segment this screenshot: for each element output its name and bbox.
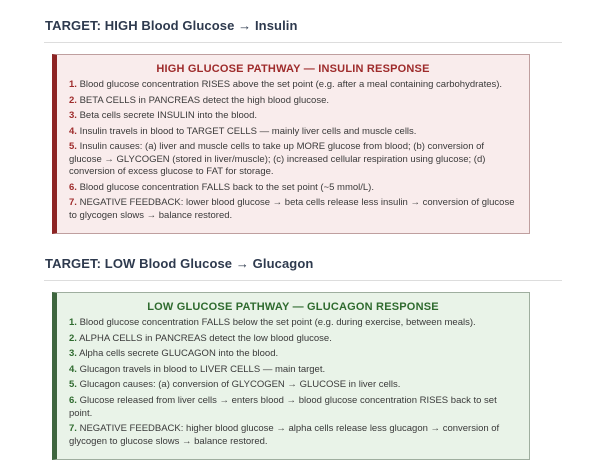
item-text: Blood glucose concentration FALLS below the set point (e.g. during exercise, between meals). [79, 317, 476, 329]
item-number: 4. [69, 363, 77, 375]
list-item [69, 423, 517, 448]
item-text: ALPHA CELLS in PANCREAS detect the low blood glucose. [79, 332, 332, 344]
item-text: Blood glucose concentration RISES above the set point (e.g. after a meal containing carbohydrates). [79, 79, 503, 90]
item-text: Insulin travels in blood to TARGET CELLS — mainly liver cells and muscle cells. [79, 125, 417, 137]
item-number: 7. [69, 197, 77, 209]
item-number: 6. [69, 181, 77, 193]
item-number: 1. [69, 317, 77, 329]
item-text: Beta cells secrete INSULIN into the blood. [79, 110, 258, 122]
list-item [69, 79, 517, 92]
item-text: Glucagon travels in blood to LIVER CELLS — main target. [79, 363, 326, 375]
item-text: Insulin causes: (a) liver and muscle cells to take up MORE glucose from blood; (b) conversion of glucose → GLYCOGEN (stored in liver/muscle); (c) increased cellular respiration using glucose; (d) conversion of excess glucose to FAT for storage. [69, 141, 486, 178]
item-number: 5. [69, 379, 77, 391]
list-item [69, 364, 517, 377]
item-text: NEGATIVE FEEDBACK: lower blood glucose → beta cells release less insulin → conversion of glucose to glycogen slows → balance restored. [69, 197, 515, 221]
high-glucose-panel [52, 54, 530, 234]
list-item [69, 126, 517, 139]
section-title-high-glucose: TARGET: HIGH Blood Glucose → Insulin [44, 16, 562, 43]
item-number: 1. [69, 79, 77, 90]
item-number: 2. [69, 332, 77, 344]
list-item [69, 333, 517, 346]
list-item [69, 197, 517, 222]
list-item [69, 182, 517, 195]
item-number: 3. [69, 348, 77, 360]
item-number: 6. [69, 394, 77, 406]
section-low-glucose [44, 254, 562, 460]
list-item [69, 110, 517, 123]
item-text: Glucagon causes: (a) conversion of GLYCOGEN → GLUCOSE in liver cells. [79, 379, 401, 391]
item-number: 7. [69, 423, 77, 435]
item-number: 5. [69, 141, 77, 153]
item-text: BETA CELLS in PANCREAS detect the high blood glucose. [79, 94, 330, 106]
panel-header-insulin-response: HIGH GLUCOSE PATHWAY — INSULIN RESPONSE [156, 63, 430, 75]
section-title-low-glucose: TARGET: LOW Blood Glucose → Glucagon [44, 254, 562, 281]
list-item [69, 141, 517, 179]
item-number: 3. [69, 110, 77, 122]
list-item [69, 95, 517, 108]
panel-header-glucagon-response: LOW GLUCOSE PATHWAY — GLUCAGON RESPONSE [147, 301, 439, 314]
list-item [69, 348, 517, 361]
item-number: 4. [69, 125, 77, 137]
list-item [69, 379, 517, 392]
item-text: Alpha cells secrete GLUCAGON into the blood. [79, 348, 279, 360]
list-item [69, 395, 517, 420]
section-high-glucose [44, 16, 562, 234]
low-glucose-panel [52, 292, 530, 460]
item-text: NEGATIVE FEEDBACK: higher blood glucose → alpha cells release less glucagon → conversion of glycogen to glucose slows → balance restored. [69, 423, 500, 447]
item-text: Glucose released from liver cells → enters blood → blood glucose concentration RISES back to set point. [69, 394, 497, 419]
item-number: 2. [69, 94, 77, 106]
item-text: Blood glucose concentration FALLS back to the set point (~5 mmol/L). [79, 181, 374, 193]
list-item [69, 317, 517, 330]
